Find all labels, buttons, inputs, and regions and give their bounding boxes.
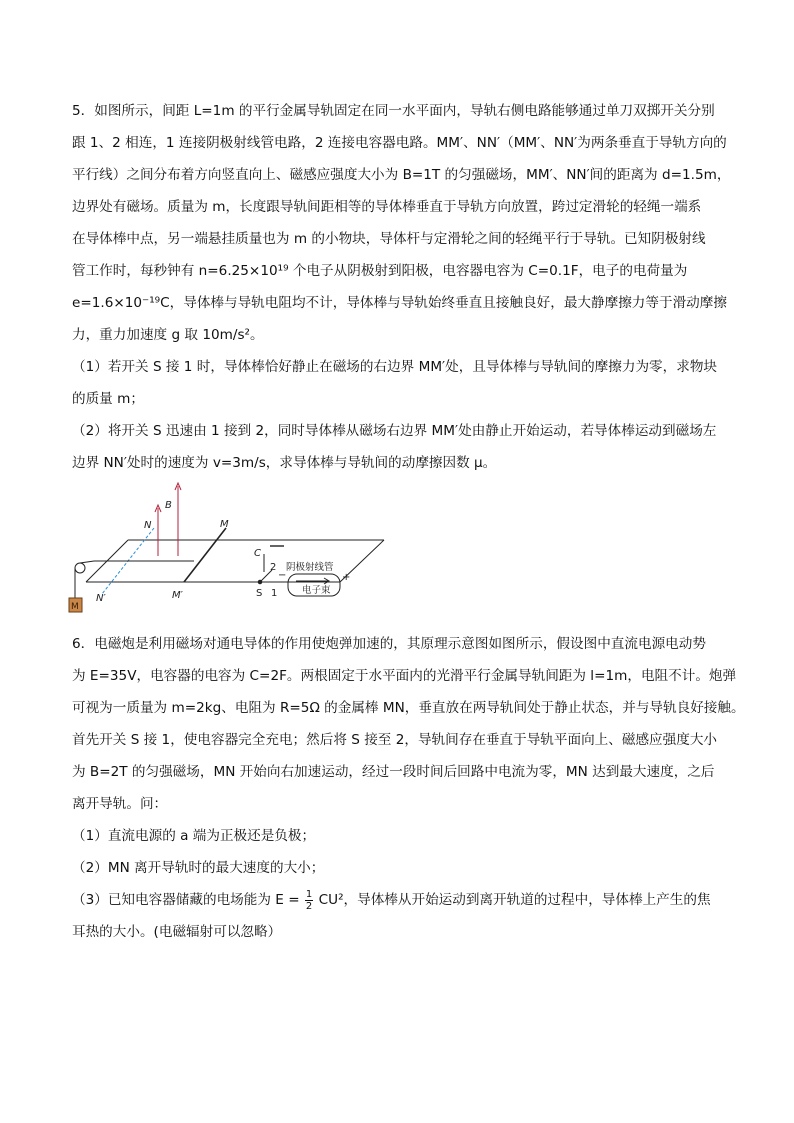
label-n: N — [144, 520, 152, 531]
label-plus: + — [342, 572, 351, 583]
q5-figure — [66, 478, 396, 618]
q6-sub3-line — [72, 884, 732, 916]
q6-sub1-line: （1）直流电源的 a 端为正极还是负极； — [72, 828, 316, 844]
rope-top — [80, 561, 94, 563]
boundary-mm — [184, 528, 226, 582]
q5-sub2-line: （2）将开关 S 迅速由 1 接到 2，同时导体棒从磁场右边界 MM′处由静止开始运动，若导体棒运动到磁场左 — [72, 423, 717, 439]
q6-line: 6．电磁炮是利用磁场对通电导体的作用使炮弹加速的，其原理示意图如图所示，假设图中直流电源电动势 — [72, 636, 706, 652]
q6-line: 为 B=2T 的匀强磁场，MN 开始向右加速运动，经过一段时间后回路中电流为零，MN 达到最大速度，之后 — [72, 764, 715, 780]
q5-line: 边界处有磁场。质量为 m，长度跟导轨间距相等的导体棒垂直于导轨方向放置，跨过定滑轮的轻绳一端系 — [72, 199, 702, 215]
label-m-prime: M′ — [172, 590, 183, 601]
label-m: M — [220, 519, 229, 530]
q5-line: e=1.6×10⁻¹⁹C，导体棒与导轨电阻均不计，导体棒与导轨始终垂直且接触良好，最大静摩擦力等于滑动摩擦 — [72, 295, 727, 311]
fraction-numerator: 1 — [305, 888, 313, 900]
q5-line: 跟 1、2 相连，1 连接阴极射线管电路，2 连接电容器电路。MM′、NN′（MM′、NN′为两条垂直于导轨方向的 — [72, 135, 727, 151]
label-1: 1 — [271, 588, 278, 599]
label-n-prime: N′ — [96, 593, 106, 604]
q6-sub1 — [72, 820, 732, 852]
label-c: C — [254, 548, 261, 559]
q5-sub1-line: 的质量 m； — [72, 391, 144, 407]
q5-sub2-line: 边界 NN′处时的速度为 v=3m/s，求导体棒与导轨间的动摩擦因数 μ。 — [72, 455, 497, 471]
label-beam: 电子束 — [302, 585, 331, 596]
label-s: S — [256, 588, 263, 599]
q6-line: 为 E=35V，电容器的电容为 C=2F。两根固定于水平面内的光滑平行金属导轨间距为 l=1m，电阻不计。炮弹 — [72, 668, 737, 684]
label-tube: 阴极射线管 — [286, 562, 334, 573]
label-2: 2 — [270, 562, 277, 573]
q6-line: 首先开关 S 接 1，使电容器完全充电；然后将 S 接至 2，导轨间存在垂直于导轨平面向上、磁感应强度大小 — [72, 732, 718, 748]
q5-line: 在导体棒中点，另一端悬挂质量也为 m 的小物块，导体杆与定滑轮之间的轻绳平行于导轨。已知阴极射线 — [72, 231, 706, 247]
q6-sub3-line2: 耳热的大小。(电磁辐射可以忽略） — [72, 924, 282, 940]
q5-line: 管工作时，每秒钟有 n=6.25×10¹⁹ 个电子从阴极射到阳极，电容器电容为 C=0.1F，电子的电荷量为 — [72, 263, 688, 279]
q5-line: 5．如图所示，间距 L=1m 的平行金属导轨固定在同一水平面内，导轨右侧电路能够通过单刀双掷开关分别 — [72, 103, 715, 119]
q5-stem — [72, 95, 732, 351]
label-block: M — [71, 602, 79, 612]
q5-sub1-line: （1）若开关 S 接 1 时，导体棒恰好静止在磁场的右边界 MM′处，且导体棒与导轨间的摩擦力为零，求物块 — [72, 359, 718, 375]
q6-sub3 — [72, 884, 732, 948]
q6-sub2 — [72, 852, 732, 884]
label-b: B — [165, 500, 172, 511]
q6-line: 可视为一质量为 m=2kg、电阻为 R=5Ω 的金属棒 MN，垂直放在两导轨间处于静止状态，并与导轨良好接触。 — [72, 700, 745, 716]
fraction-one-half — [305, 889, 313, 912]
fraction-denominator: 2 — [305, 900, 313, 912]
switch-pivot — [258, 580, 262, 584]
q6-sub2-line: （2）MN 离开导轨时的最大速度的大小； — [72, 860, 325, 876]
label-minus: − — [278, 570, 287, 581]
q6-sub3-after: CU²，导体棒从开始运动到离开轨道的过程中，导体棒上产生的焦 — [318, 892, 711, 908]
q6-line: 离开导轨。问： — [72, 796, 168, 812]
q5-sub1 — [72, 351, 732, 415]
q6-stem — [72, 628, 745, 820]
q6-sub3-before: （3）已知电容器储藏的电场能为 E = — [72, 892, 300, 908]
q5-sub2 — [72, 415, 732, 479]
q5-line: 平行线）之间分布着方向竖直向上、磁感应强度大小为 B=1T 的匀强磁场，MM′、NN′间的距离为 d=1.5m， — [72, 167, 731, 183]
q5-line: 力，重力加速度 g 取 10m/s²。 — [72, 327, 264, 343]
pulley — [75, 563, 85, 573]
